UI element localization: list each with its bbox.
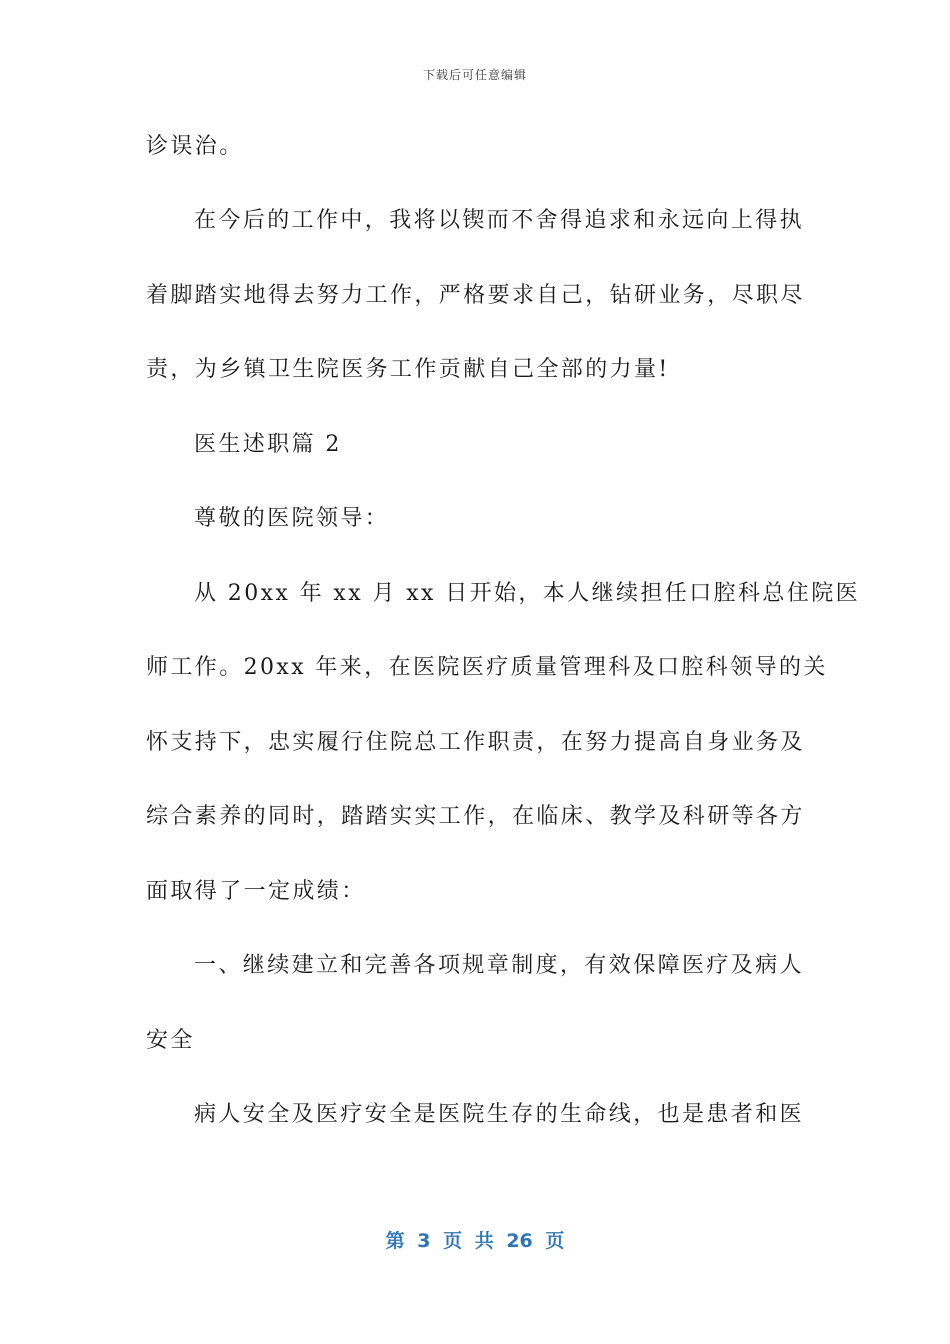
subsection-heading: 一、继续建立和完善各项规章制度，有效保障医疗及病人 xyxy=(194,953,805,978)
text-line: 综合素养的同时，踏踏实实工作，在临床、教学及科研等各方 xyxy=(146,804,805,829)
text-line: 病人安全及医疗安全是医院生存的生命线，也是患者和医 xyxy=(194,1102,805,1127)
subsection-heading-cont: 安全 xyxy=(146,1028,195,1053)
page-footer xyxy=(0,1226,950,1253)
text-line: 诊误治。 xyxy=(146,134,244,159)
page-label-prefix: 第 xyxy=(385,1230,405,1252)
total-pages-number: 26 xyxy=(506,1230,533,1252)
text-line: 从 20xx 年 xx 月 xx 日开始，本人继续担任口腔科总住院医 xyxy=(194,581,860,606)
current-page-number: 3 xyxy=(417,1230,431,1252)
text-line: 在今后的工作中，我将以锲而不舍得追求和永远向上得执 xyxy=(194,208,805,233)
page-header: 下载后可任意编辑 xyxy=(422,68,527,82)
page-label-middle: 页 共 xyxy=(443,1230,494,1252)
text-line: 责，为乡镇卫生院医务工作贡献自己全部的力量! xyxy=(146,357,670,382)
page-label-suffix: 页 xyxy=(545,1230,565,1252)
text-line: 师工作。20xx 年来，在医院医疗质量管理科及口腔科领导的关 xyxy=(146,655,828,680)
text-line: 怀支持下，忠实履行住院总工作职责，在努力提高自身业务及 xyxy=(146,730,805,755)
salutation: 尊敬的医院领导： xyxy=(194,506,390,531)
text-line: 着脚踏实地得去努力工作，严格要求自己，钻研业务，尽职尽 xyxy=(146,283,805,308)
section-heading: 医生述职篇 2 xyxy=(194,432,342,457)
text-line: 面取得了一定成绩： xyxy=(146,879,366,904)
